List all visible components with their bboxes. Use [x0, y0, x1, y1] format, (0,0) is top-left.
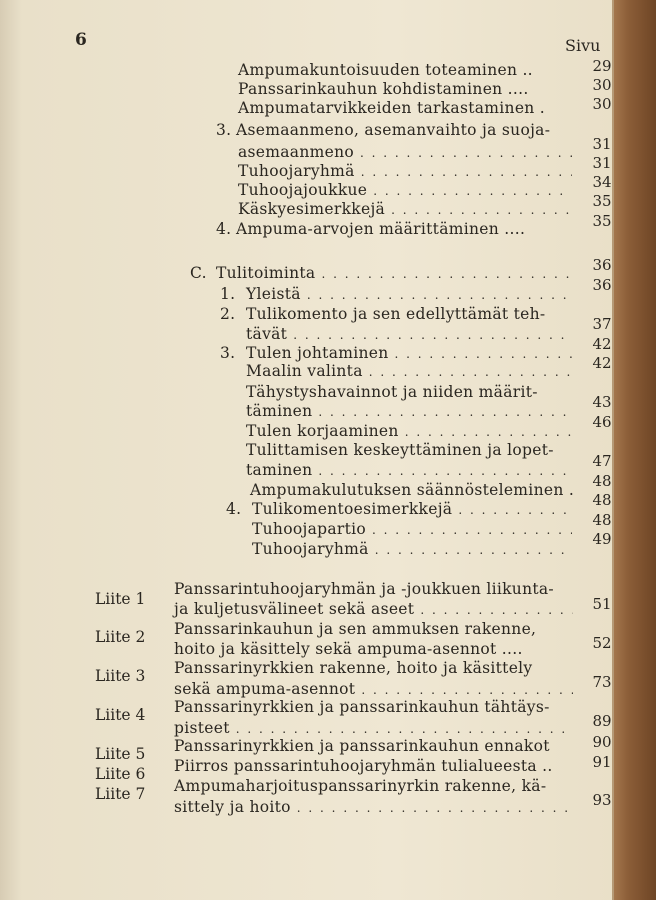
appendix-title-line: Panssarintuhoojaryhmän ja -joukkuen liikunta- [174, 580, 554, 598]
book-cover-edge [614, 0, 656, 900]
toc-entry: Tuhoojajoukkue . . . [238, 181, 578, 199]
appendix-title-line: Panssarinyrkkien ja panssarinkauhun ennakot [174, 737, 550, 755]
appendix-title-line: hoito ja käsittely sekä ampuma-asennot .... [174, 640, 523, 658]
toc-entry: 2. Tulikomento ja sen edellyttämät teh- [220, 305, 546, 323]
toc-page-number: 49 [592, 530, 612, 548]
toc-page-number: 30 [592, 76, 612, 94]
toc-page-number: 36 [592, 256, 612, 274]
toc-entry: Ampumatarvikkeiden tarkastaminen . [238, 99, 546, 117]
toc-entry: Tuhoojaryhmä . . . [238, 162, 578, 180]
toc-page-number: 36 [592, 276, 612, 294]
toc-entry: Tulittamisen keskeyttäminen ja lopet- [246, 441, 554, 459]
appendix-title-line: Panssarinkauhun ja sen ammuksen rakenne, [174, 620, 537, 638]
toc-entry: Tulen korjaaminen . . . [246, 422, 578, 440]
appendix-title-line: sekä ampuma-asennot . . . [174, 680, 579, 698]
leader-dots [373, 184, 572, 198]
leader-dots [372, 523, 572, 537]
toc-page-number: 34 [592, 173, 612, 191]
toc-entry: taminen . . . [246, 461, 578, 479]
toc-section-heading: C. Tulitoiminta . . . [190, 264, 578, 282]
appendix-page-number: 89 [592, 712, 612, 730]
toc-entry: Ampumakulutuksen säännösteleminen . [250, 481, 575, 499]
appendix-label: Liite 5 [95, 745, 146, 763]
appendix-title-line: pisteet . . . [174, 719, 579, 737]
toc-page-number: 30 [592, 95, 612, 113]
leader-dots [318, 464, 572, 478]
appendix-title-line: Piirros panssarintuhoojaryhmän tulialueesta .. [174, 757, 553, 775]
toc-entry: 1. Yleistä . . . [220, 285, 578, 303]
toc-page-number: 42 [592, 335, 612, 353]
toc-entry: Tähystyshavainnot ja niiden määrit- [246, 383, 538, 401]
appendix-page-number: 52 [592, 634, 612, 652]
toc-entry: Ampumakuntoisuuden toteaminen .. [238, 61, 533, 79]
appendix-page-number: 90 [592, 733, 612, 751]
appendix-label: Liite 3 [95, 667, 146, 685]
leader-dots [395, 347, 572, 361]
sivu-header: Sivu [565, 36, 601, 55]
toc-page-number: 48 [592, 511, 612, 529]
leader-dots [420, 603, 573, 617]
leader-dots [321, 267, 572, 281]
appendix-title-line: Ampumaharjoituspanssarinyrkin rakenne, kä- [174, 777, 547, 795]
toc-page-number: 37 [592, 315, 612, 333]
toc-entry: Tuhoojapartio . . . [252, 520, 578, 538]
toc-page-number: 47 [592, 452, 612, 470]
toc-entry: Käskyesimerkkejä . . . [238, 200, 578, 218]
leader-dots [361, 165, 572, 179]
appendix-title-line: Panssarinyrkkien ja panssarinkauhun tähtäys- [174, 698, 550, 716]
toc-entry: 3. Tulen johtaminen . . . [220, 344, 578, 362]
appendix-page-number: 91 [592, 753, 612, 771]
appendix-label: Liite 6 [95, 765, 146, 783]
leader-dots [361, 683, 573, 697]
toc-page-number: 48 [592, 491, 612, 509]
leader-dots [369, 365, 572, 379]
toc-entry: asemaanmeno . . . [238, 143, 578, 161]
appendix-title-line: sittely ja hoito . . . [174, 798, 579, 816]
toc-page-number: 35 [592, 192, 612, 210]
toc-page-number: 43 [592, 393, 612, 411]
leader-dots [375, 543, 572, 557]
leader-dots [293, 328, 572, 342]
leader-dots [360, 146, 572, 160]
toc-page-number: 48 [592, 472, 612, 490]
page-number: 6 [75, 30, 87, 50]
appendix-label: Liite 4 [95, 706, 146, 724]
toc-entry: Maalin valinta . . . [246, 362, 578, 380]
toc-entry: Panssarinkauhun kohdistaminen .... [238, 80, 529, 98]
toc-page-number: 31 [592, 154, 612, 172]
appendix-page-number: 51 [592, 595, 612, 613]
toc-page-number: 42 [592, 354, 612, 372]
leader-dots [405, 425, 572, 439]
appendix-page-number: 93 [592, 791, 612, 809]
appendix-label: Liite 2 [95, 628, 146, 646]
leader-dots [391, 203, 572, 217]
appendix-title-line: Panssarinyrkkien rakenne, hoito ja käsittely [174, 659, 533, 677]
toc-entry: 3. Asemaanmeno, asemanvaihto ja suoja- [216, 121, 551, 139]
toc-page-number: 29 [592, 57, 612, 75]
toc-entry: tävät . . . [246, 325, 578, 343]
appendix-title-line: ja kuljetusvälineet sekä aseet . . . [174, 600, 579, 618]
appendix-page-number: 73 [592, 673, 612, 691]
toc-entry: 4. Ampuma-arvojen määrittäminen .... [216, 220, 526, 238]
toc-page-number: 31 [592, 135, 612, 153]
toc-entry: täminen . . . [246, 402, 578, 420]
toc-entry: 4. Tulikomentoesimerkkejä . . . [226, 500, 578, 518]
leader-dots [458, 503, 572, 517]
leader-dots [236, 722, 573, 736]
toc-entry: Tuhoojaryhmä . . . [252, 540, 578, 558]
leader-dots [297, 801, 573, 815]
toc-page-number: 46 [592, 413, 612, 431]
appendix-label: Liite 1 [95, 590, 146, 608]
appendix-label: Liite 7 [95, 785, 146, 803]
leader-dots [307, 288, 572, 302]
toc-page-number: 35 [592, 212, 612, 230]
leader-dots [318, 405, 572, 419]
